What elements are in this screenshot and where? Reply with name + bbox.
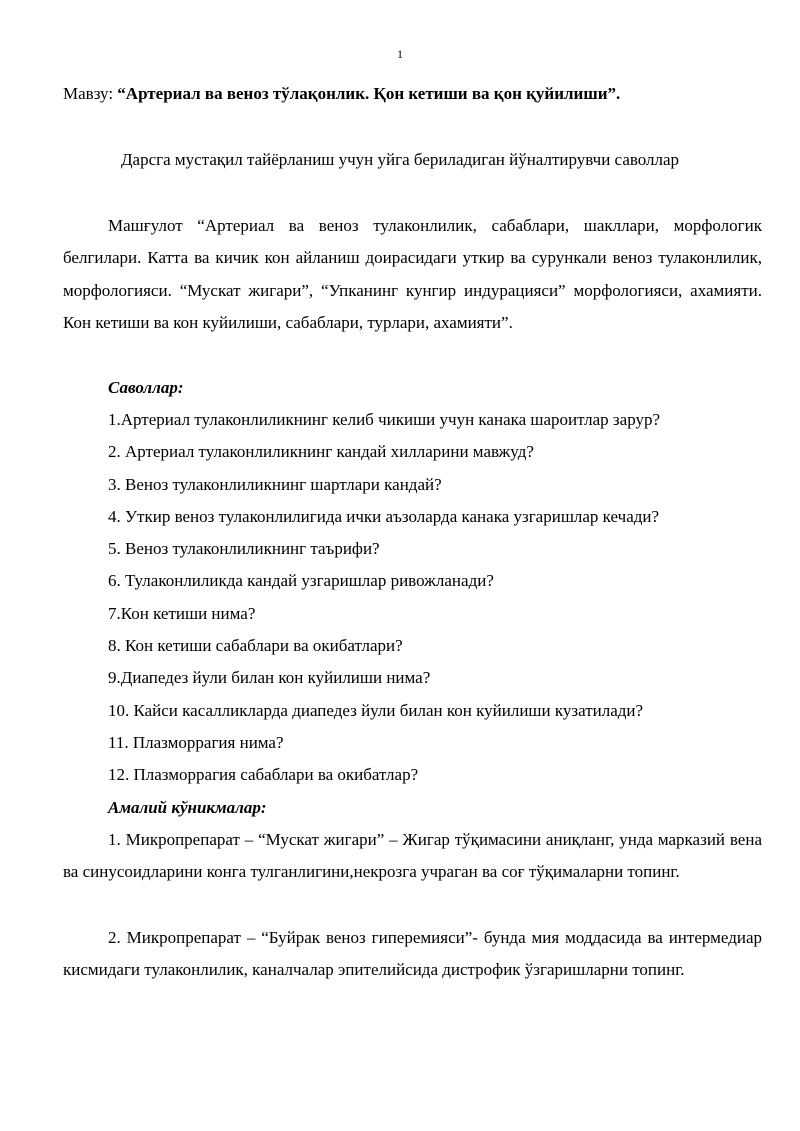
question-item: 3. Веноз тулаконлиликнинг шартлари кандай?: [108, 474, 442, 494]
question-item: 1.Артериал тулаконлиликнинг келиб чикиши учун канака шароитлар зарур?: [108, 410, 661, 429]
question-item: 11. Плазморрагия нима?: [108, 732, 284, 752]
skills-heading: Амалий кўникмалар:: [108, 798, 267, 817]
question-item: 6. Тулаконлиликда кандай узгаришлар ривожланади?: [108, 571, 494, 591]
skill-item: 2. Микропрепарат – “Буйрак веноз гиперемияси”- бунда мия моддасида ва интермедиар кисмидаги тулаконлилик, каналчалар эпителийсида дистрофик ўзгаришларни топинг.: [63, 928, 762, 980]
question-item: 2. Артериал тулаконлиликнинг кандай хилларини мавжуд?: [108, 442, 534, 462]
page-number: 1: [397, 47, 403, 61]
questions-heading: Саволлар:: [108, 378, 184, 397]
question-item: 9.Диапедез йули билан кон куйилиши нима?: [108, 668, 431, 688]
question-item: 4. Уткир веноз тулаконлилигида ички аъзоларда канака узгаришлар кечади?: [108, 506, 660, 526]
questions-list: [108, 404, 660, 792]
topic-line: [63, 84, 753, 104]
intro-paragraph: Машғулот “Артериал ва веноз тулаконлилик, сабаблари, шакллари, морфологик белгилари. Катта ва кичик кон айланиш доирасидаги уткир ва сурункали веноз тулаконлилик, морфологияси. “Мускат жигари”, “Упканинг кунгир индурацияси” морфологияси, ахамияти. Кон кетиши ва кон куйилиши, сабаблари, турлари, ахамияти”.: [63, 216, 762, 332]
subtitle: Дарсга мустақил тайёрланиш учун уйга бериладиган йўналтирувчи саволлар: [120, 150, 680, 169]
question-item: 8. Кон кетиши сабаблари ва окибатлари?: [108, 636, 403, 656]
topic-prefix: Мавзу:: [63, 84, 118, 103]
topic-title: “Артериал ва веноз тўлақонлик. Қон кетиши ва қон қуйилиши”.: [117, 84, 621, 103]
question-item: 10. Кайси касалликларда диапедез йули билан кон куйилиши кузатилади?: [108, 700, 644, 720]
skill-item: 1. Микропрепарат – “Мускат жигари” – Жигар тўқимасини аниқланг, унда марказий вена ва синусоидларини конга тулганлигини,некрозга учраган ва соғ тўқималарни топинг.: [63, 830, 762, 882]
question-item: 5. Веноз тулаконлиликнинг таърифи?: [108, 539, 380, 559]
question-item: 12. Плазморрагия сабаблари ва окибатлар?: [108, 765, 419, 785]
question-item: 7.Кон кетиши нима?: [108, 603, 256, 623]
